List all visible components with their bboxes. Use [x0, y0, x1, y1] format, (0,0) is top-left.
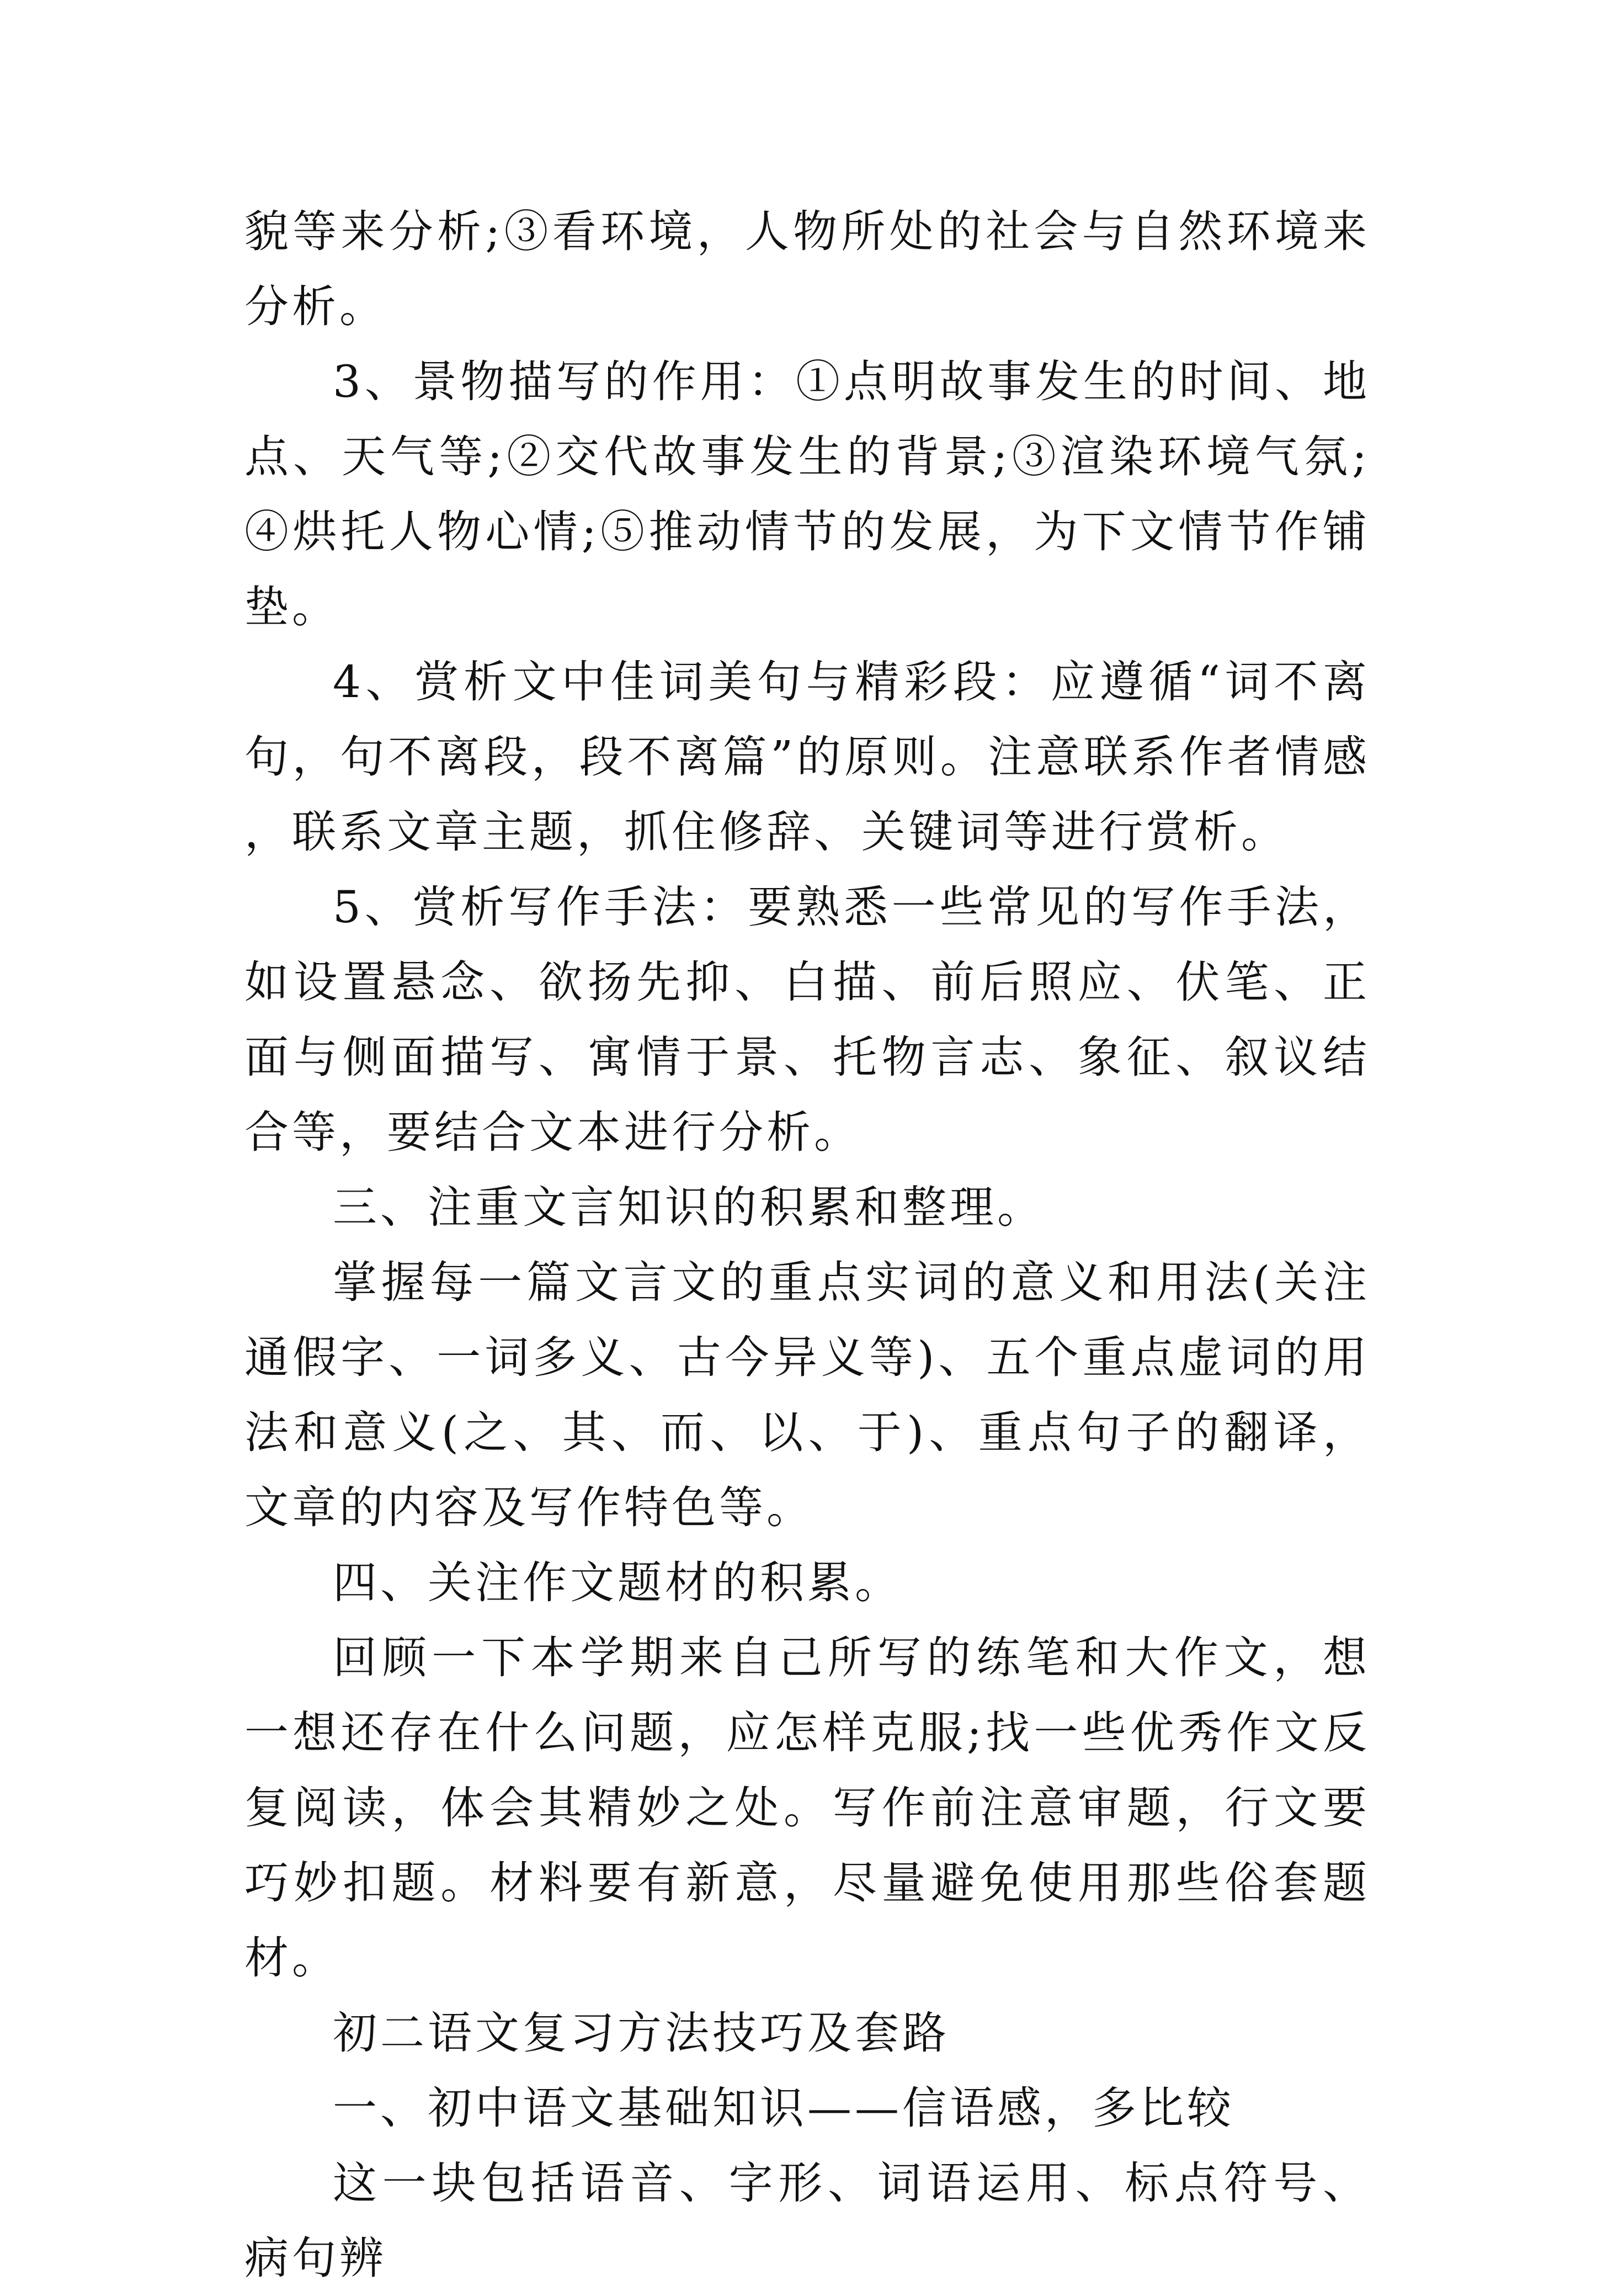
paragraph-7: 这一块包括语音、字形、词语运用、标点符号、病句辨 — [244, 2157, 1370, 2284]
paragraph-6: 回顾一下本学期来自己所写的练笔和大作文，想一想还存在什么问题，应怎样克服;找一些优秀作文反复阅读，体会其精妙之处。写作前注意审题，行文要巧妙扣题。材料要有新意，尽量避免使用那些俗套题材。 — [244, 1632, 1370, 1984]
paragraph-2: 3、景物描写的作用：①点明故事发生的时间、地点、天气等;②交代故事发生的背景;③渲染环境气氛;④烘托人物心情;⑤推动情节的发展，为下文情节作铺垫。 — [244, 356, 1370, 633]
paragraph-5: 掌握每一篇文言文的重点实词的意义和用法(关注通假字、一词多义、古今异义等)、五个重点虚词的用法和意义(之、其、而、以、于)、重点句子的翻译，文章的内容及写作特色等。 — [244, 1257, 1370, 1533]
document-body — [244, 194, 1370, 2296]
paragraph-3: 4、赏析文中佳词美句与精彩段：应遵循“词不离句，句不离段，段不离篇”的原则。注意联系作者情感，联系文章主题，抓住修辞、关键词等进行赏析。 — [244, 656, 1370, 858]
section-heading-4: 四、关注作文题材的积累。 — [333, 1557, 902, 1608]
section-heading-1: 一、初中语文基础知识——信语感，多比较 — [333, 2082, 1234, 2134]
paragraph-4: 5、赏析写作手法：要熟悉一些常见的写作手法，如设置悬念、欲扬先抑、白描、前后照应、伏笔、正面与侧面描写、寓情于景、托物言志、象征、叙议结合等，要结合文本进行分析。 — [244, 881, 1370, 1158]
section-heading-3: 三、注重文言知识的积累和整理。 — [333, 1182, 1045, 1233]
document-subtitle: 初二语文复习方法技巧及套路 — [333, 2007, 950, 2059]
paragraph-1: 貌等来分析;③看环境，人物所处的社会与自然环境来分析。 — [244, 206, 1370, 332]
